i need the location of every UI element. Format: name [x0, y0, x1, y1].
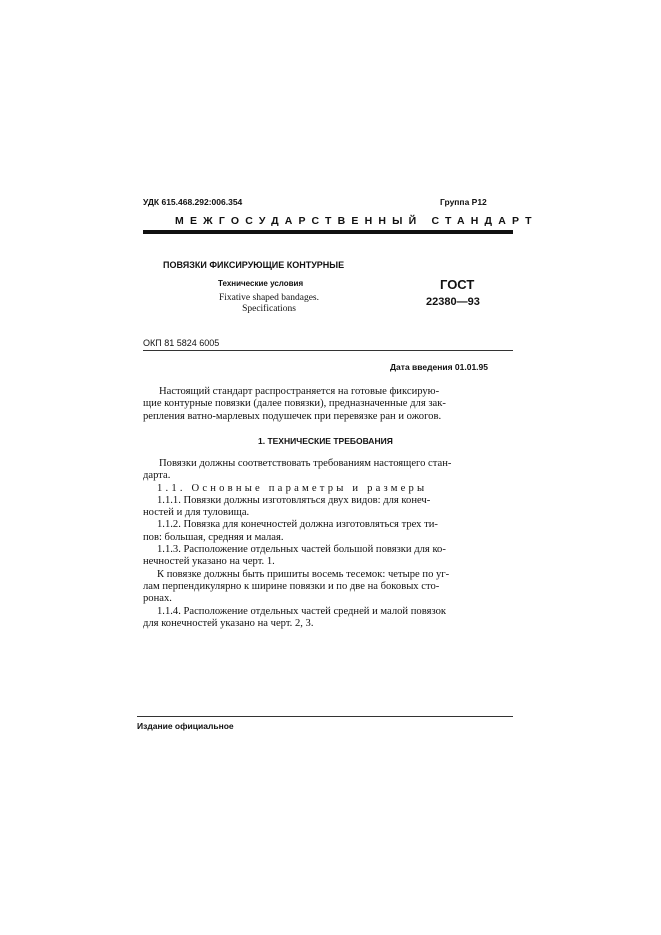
gost-number: 22380—93: [426, 296, 480, 308]
document-title: ПОВЯЗКИ ФИКСИРУЮЩИЕ КОНТУРНЫЕ: [163, 260, 345, 270]
paragraph-line: Повязки должны соответствовать требованиям настоящего стан-: [159, 458, 452, 469]
gost-label: ГОСТ: [440, 277, 475, 292]
paragraph-line: щие контурные повязки (далее повязки), предназначенные для зак-: [143, 398, 446, 410]
section-heading: 1. ТЕХНИЧЕСКИЕ ТРЕБОВАНИЯ: [258, 436, 393, 446]
subsection-heading: 1.1. Основные параметры и размеры: [157, 482, 428, 494]
paragraph-line: 1.1.3. Расположение отдельных частей большой повязки для ко-: [157, 544, 446, 556]
udc-code: УДК 615.468.292:006.354: [143, 197, 243, 207]
section-body: [143, 458, 513, 630]
paragraph-line: ностей и для туловища.: [143, 507, 250, 519]
group-code: Группа Р12: [440, 197, 487, 207]
footer-divider: [137, 716, 513, 717]
english-title-line: Specifications: [242, 304, 296, 314]
paragraph-line: нечностей указано на черт. 1.: [143, 556, 275, 568]
english-title-line: Fixative shaped bandages.: [219, 293, 319, 303]
paragraph-line: К повязке должны быть пришиты восемь тесемок: четыре по уг-: [157, 568, 450, 580]
header-divider: [143, 230, 513, 234]
paragraph-line: лам перпендикулярно к ширине повязки и по две на боковых сто-: [143, 580, 440, 592]
official-edition-label: Издание официальное: [137, 721, 234, 731]
paragraph-line: дарта.: [143, 470, 171, 482]
intro-paragraph: [143, 386, 511, 423]
document-subtitle: Технические условия: [218, 279, 304, 288]
english-title: [219, 293, 319, 315]
paragraph-line: для конечностей указано на черт. 2, 3.: [143, 617, 314, 629]
paragraph-line: 1.1.2. Повязка для конечностей должна изготовляться трех ти-: [157, 519, 438, 531]
okp-code: ОКП 81 5824 6005: [143, 338, 220, 348]
divider: [143, 350, 513, 351]
paragraph-line: ронах.: [143, 593, 172, 605]
paragraph-line: 1.1.1. Повязки должны изготовляться двух видов: для конеч-: [157, 494, 431, 506]
introduction-date: Дата введения 01.01.95: [390, 362, 488, 372]
paragraph-line: 1.1.4. Расположение отдельных частей средней и малой повязок: [157, 605, 447, 617]
interstate-standard-heading: МЕЖГОСУДАРСТВЕННЫЙ СТАНДАРТ: [175, 215, 538, 227]
paragraph-line: репления ватно-марлевых подушечек при перевязке ран и ожогов.: [143, 410, 442, 422]
paragraph-line: пов: большая, средняя и малая.: [143, 531, 284, 543]
paragraph-line: Настоящий стандарт распространяется на готовые фиксирую-: [159, 386, 440, 397]
